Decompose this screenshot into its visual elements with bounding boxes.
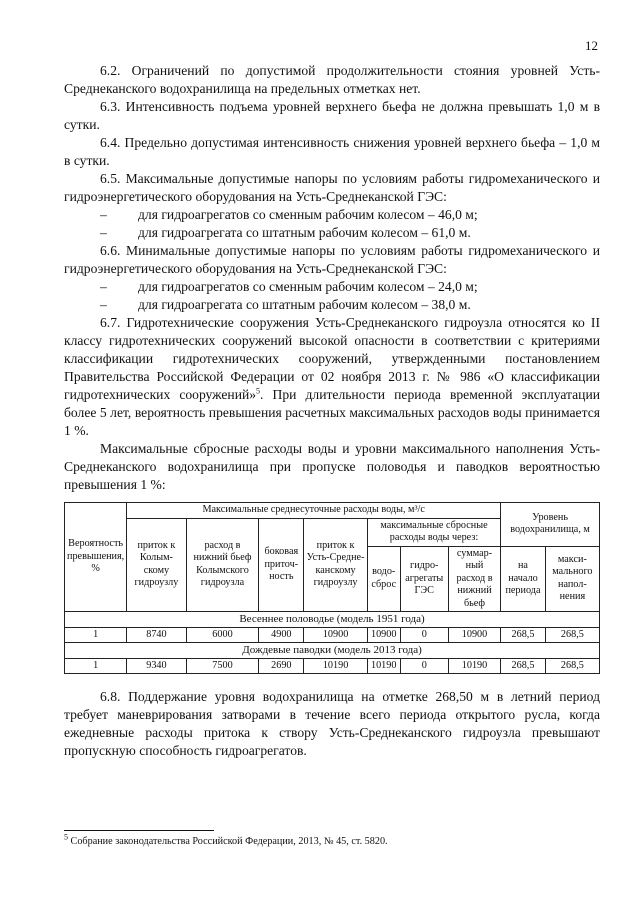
header-inflow-ust: приток к Усть-Средне-канскому гидроузлу [304, 518, 368, 612]
header-spillway: водо-сброс [367, 546, 400, 612]
list-item: – для гидроагрегата со штатным рабочим колесом – 61,0 м. [100, 225, 471, 240]
paragraph-6-6: 6.6. Минимальные допустимые напоры по условиям работы гидромеханического и гидроэнергетического оборудования на Усть-Среднеканской ГЭС: [64, 243, 600, 276]
paragraph-6-8: 6.8. Поддержание уровня водохранилища на отметке 268,50 м в летний период требует маневрирования затворами в течение всего периода открытого русла, когда ежедневные расходы притока к створу Усть-Среднеканского гидроузла превышают пропускную способность гидроагрегатов. [64, 689, 600, 758]
paragraph-6-5: 6.5. Максимальные допустимые напоры по условиям работы гидромеханического и гидроэнергетического оборудования на Усть-Среднеканской ГЭС: [64, 171, 600, 204]
header-discharge-through: максимальные сбросные расходы воды через: [367, 518, 500, 546]
list-item: – для гидроагрегата со штатным рабочим колесом – 38,0 м. [100, 297, 471, 312]
footnote-divider [64, 830, 214, 831]
header-inflow-kolym: приток к Колым-скому гидроузлу [127, 518, 186, 612]
footnote-reference: 5 [256, 386, 261, 396]
paragraph-6-2: 6.2. Ограничений по допустимой продолжительности стояния уровней Усть-Среднеканского водохранилища на предельных отметках нет. [64, 63, 600, 96]
list-item: – для гидроагрегатов со сменным рабочим колесом – 46,0 м; [100, 207, 478, 222]
list-item: – для гидроагрегатов со сменным рабочим колесом – 24,0 м; [100, 279, 478, 294]
header-max-flows: Максимальные среднесуточные расходы воды, м³/с [127, 503, 501, 519]
paragraph-6-7: 6.7. Гидротехнические сооружения Усть-Среднеканского гидроузла относятся ко II классу гидротехнических сооружений высокой опасности в соответствии с критериями классификации гидротехнических сооружений, утвержденными постановлением Правительства Российской Федерации от 02 ноября 2013 г. № 986 «О классификации гидротехнических сооружений»$^5$. При длительности периода временной эксплуатации более 5 лет, вероятность превышения расчетных максимальных расходов воды принимается 1 %. [64, 315, 600, 438]
page-number: 12 [585, 38, 598, 53]
table-row: 1 9340 7500 2690 10190 10190 0 10190 268,5 268,5 [65, 658, 600, 674]
paragraph-6-3: 6.3. Интенсивность подъема уровней верхнего бьефа не должна превышать 1,0 м в сутки. [64, 99, 600, 132]
document-body [64, 62, 600, 760]
paragraph-table-intro: Максимальные сбросные расходы воды и уровни максимального наполнения Усть-Среднеканского водохранилища при пропуске половодья и паводков вероятностью превышения 1 %: [64, 441, 600, 492]
section-spring: Весеннее половодье (модель 1951 года) [65, 612, 600, 628]
flows-table [64, 502, 600, 674]
header-probability: Вероятность превышения, % [65, 503, 127, 612]
header-level: Уровень водохранилища, м [501, 503, 600, 547]
header-start: на начало периода [501, 546, 546, 612]
table-row: 1 8740 6000 4900 10900 10900 0 10900 268,5 268,5 [65, 627, 600, 643]
header-total: суммар-ный расход в нижний бьеф [448, 546, 500, 612]
paragraph-6-4: 6.4. Предельно допустимая интенсивность снижения уровней верхнего бьефа – 1,0 м в сутки. [64, 135, 600, 168]
header-max-fill: макси-мального напол-нения [545, 546, 599, 612]
header-lateral: боковая приточ-ность [259, 518, 304, 612]
section-rain: Дождевые паводки (модель 2013 года) [65, 643, 600, 659]
header-lower-pool: расход в нижний бьеф Колымского гидроузла [186, 518, 259, 612]
footnote: $^5$ Собрание законодательства Российской Федерации, 2013, № 45, ст. 5820. [64, 832, 388, 847]
header-units: гидро-агрегаты ГЭС [400, 546, 448, 612]
